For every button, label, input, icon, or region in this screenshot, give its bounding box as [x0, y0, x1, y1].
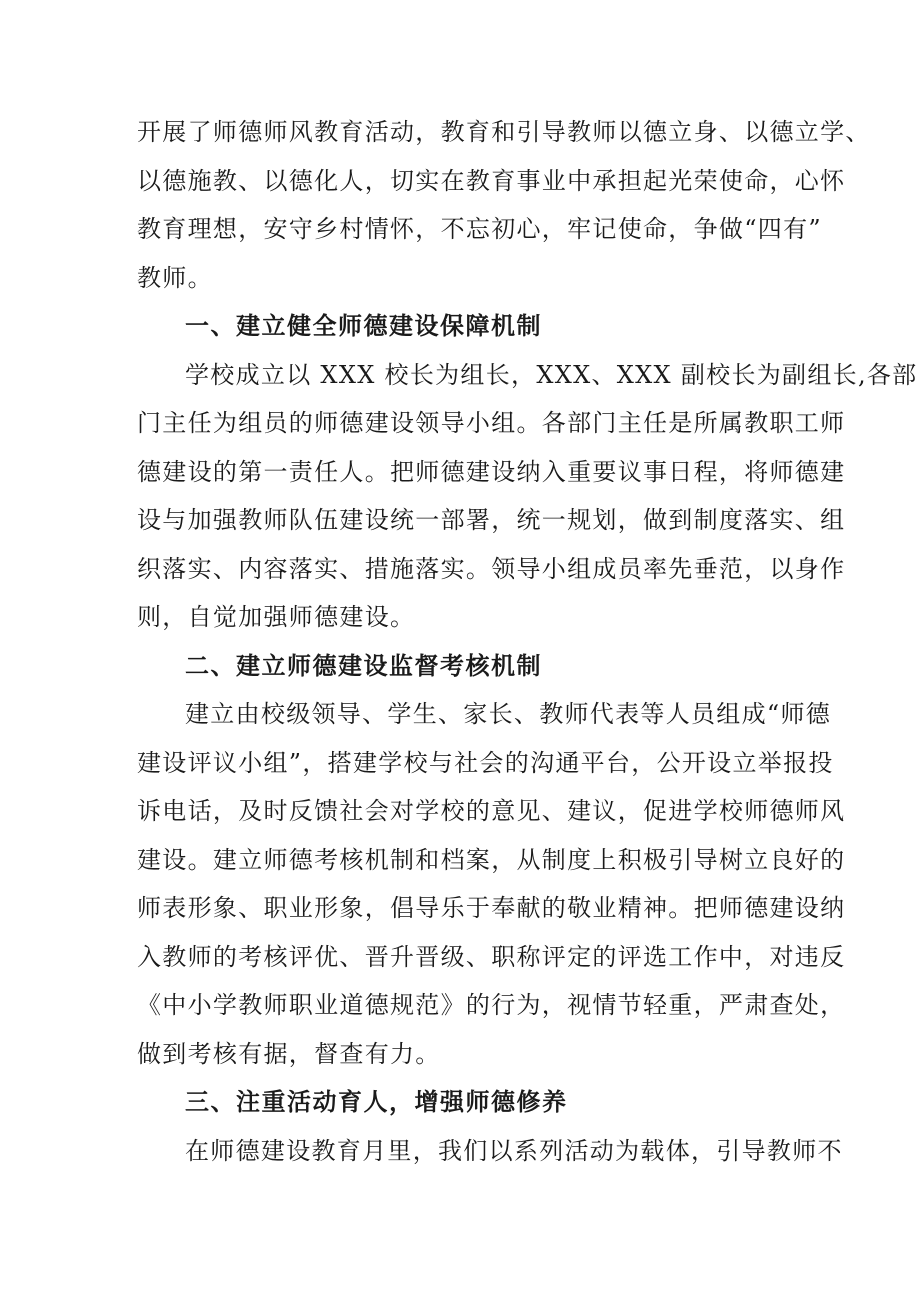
text-line: 以德施教、以德化人，切实在教育事业中承担起光荣使命，心怀 [137, 166, 846, 195]
section-2-paragraph [137, 690, 846, 1078]
text-line: 诉电话，及时反馈社会对学校的意见、建议，促进学校师德师风 [137, 797, 846, 825]
text-line: 门主任为组员的师德建设领导小组。各部门主任是所属教职工师 [137, 409, 846, 437]
section-heading-2: 二、建立师德建设监督考核机制 [185, 651, 542, 680]
text-line: 德建设的第一责任人。把师德建设纳入重要议事日程，将师德建 [137, 457, 846, 486]
text-line: 建设。建立师德考核机制和档案，从制度上积极引导树立良好的 [137, 845, 846, 874]
text-line: 教育理想，安守乡村情怀，不忘初心，牢记使命，争做“四有” [137, 215, 822, 243]
text-line: 织落实、内容落实、措施落实。领导小组成员率先垂范，以身作 [137, 554, 846, 583]
text-line: 开展了师德师风教育活动，教育和引导教师以德立身、以德立学、 [137, 118, 871, 146]
text-line: 学校成立以 XXX 校长为组长，XXX、XXX 副校长为副组长,各部 [185, 360, 918, 389]
intro-paragraph [137, 108, 871, 302]
text-line: 建立由校级领导、学生、家长、教师代表等人员组成“师德 [185, 700, 832, 728]
text-line: 入教师的考核评优、晋升晋级、职称评定的评选工作中，对违反 [137, 942, 846, 971]
section-heading-3: 三、注重活动育人，增强师德修养 [185, 1088, 568, 1116]
text-line: 《中小学教师职业道德规范》的行为，视情节轻重，严肃查处， [137, 991, 846, 1019]
text-line: 做到考核有据，督查有力。 [137, 1039, 441, 1068]
document-body [137, 108, 918, 1175]
section-heading-1: 一、建立健全师德建设保障机制 [185, 312, 542, 340]
section-3-paragraph [137, 1127, 843, 1176]
text-line: 设与加强教师队伍建设统一部署，统一规划，做到制度落实、组 [137, 506, 846, 534]
text-line: 建设评议小组”，搭建学校与社会的沟通平台，公开设立举报投 [137, 748, 834, 777]
text-line: 在师德建设教育月里，我们以系列活动为载体，引导教师不 [185, 1136, 843, 1165]
text-line: 师表形象、职业形象，倡导乐于奉献的敬业精神。把师德建设纳 [137, 894, 846, 922]
text-line: 则，自觉加强师德建设。 [137, 603, 416, 631]
text-line: 教师。 [137, 263, 213, 292]
section-1-paragraph [137, 351, 918, 642]
